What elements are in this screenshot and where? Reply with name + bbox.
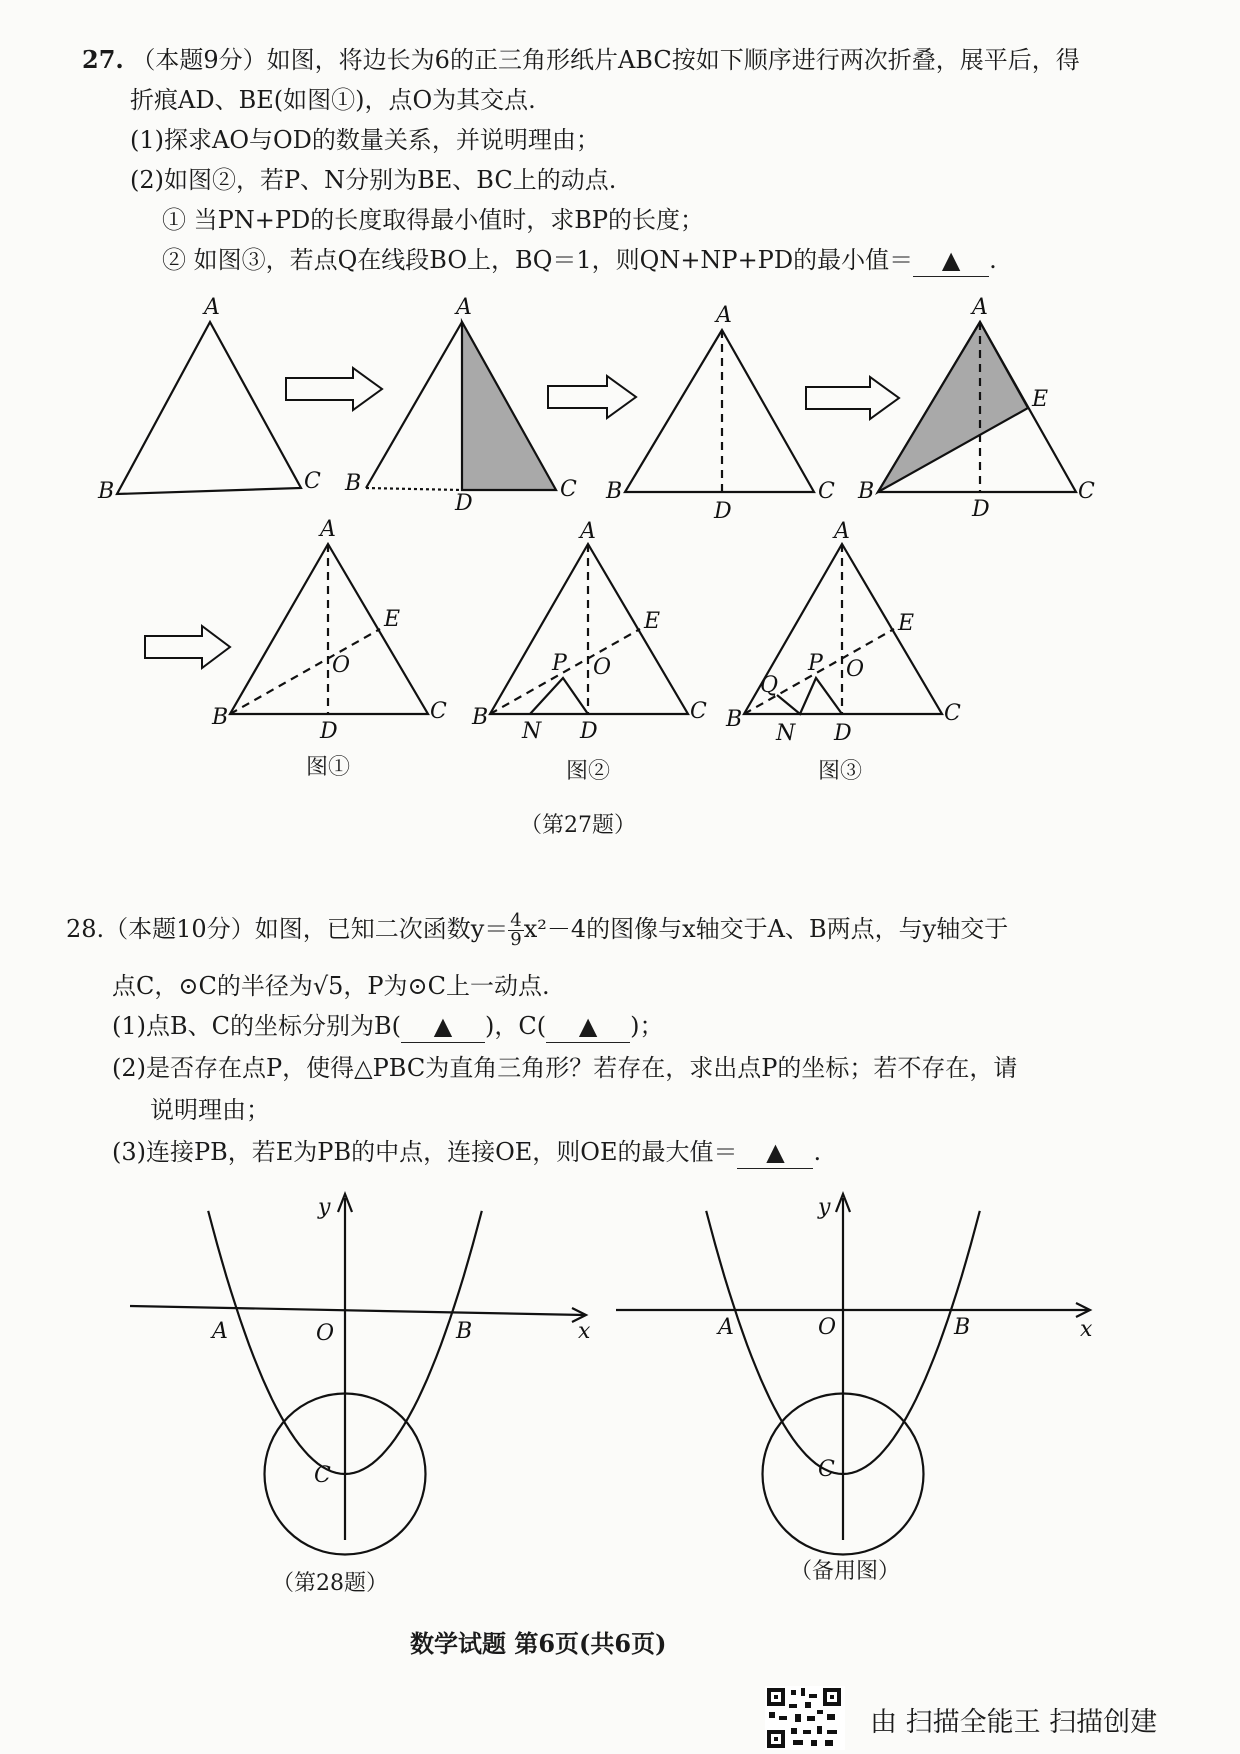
label-b-f1: B (212, 705, 229, 730)
label-y-spare: y (818, 1195, 831, 1220)
figure-1-be (230, 629, 380, 714)
label-c-f3: C (944, 701, 961, 726)
triangle-step-2-left (366, 322, 462, 488)
label-e-f3: E (898, 611, 915, 636)
q28-blank-oe: ▲ (737, 1136, 813, 1169)
label-b-f3: B (726, 707, 743, 732)
q28-part3-end: . (813, 1138, 822, 1166)
label-c-2: C (560, 477, 577, 502)
triangle-step-1 (117, 322, 301, 494)
label-d-f1: D (320, 719, 338, 744)
q28-part3 (112, 1136, 821, 1169)
label-e-f2: E (644, 609, 661, 634)
q28-stem-end: x²－4的图像与x轴交于A、B两点，与y轴交于 (523, 915, 1009, 943)
q28-line1 (66, 912, 1008, 949)
fig3-caption: 图③ (818, 759, 863, 784)
label-a-f2: A (580, 519, 596, 544)
fig1-caption: 图① (306, 755, 351, 780)
q27-answer-blank: ▲ (913, 244, 989, 277)
triangle-step-2-base (366, 488, 462, 490)
label-b-spare: B (954, 1315, 971, 1340)
label-x-spare: x (1080, 1317, 1093, 1342)
label-b-2: B (345, 471, 362, 496)
spare-caption: （备用图） (790, 1559, 901, 1584)
q28-part1-b: )，C( (485, 1012, 547, 1040)
label-d-2: D (455, 491, 473, 516)
arrow-3 (806, 377, 899, 419)
q27-part1: (1)探求AO与OD的数量关系，并说明理由； (130, 126, 600, 154)
label-p-f2: P (552, 651, 567, 676)
qr-code-icon (765, 1686, 845, 1750)
label-a-2: A (456, 295, 472, 320)
label-b-3: B (606, 479, 623, 504)
label-c-3: C (818, 479, 835, 504)
q28-stem-start: 28.（本题10分）如图，已知二次函数y＝ (66, 915, 509, 943)
q27-stem-1: （本题9分）如图，将边长为6的正三角形纸片ABC按如下顺序进行两次折叠，展平后，得 (131, 46, 1080, 74)
label-b-1: B (98, 479, 115, 504)
label-c-spare: C (818, 1457, 835, 1482)
page-footer: 数学试题 第6页(共6页) (410, 1629, 667, 1658)
q28-stem-2: 点C，⊙C的半径为√5，P为⊙C上一动点. (112, 972, 550, 1000)
label-o-spare: O (818, 1315, 837, 1340)
fig2-caption: 图② (566, 759, 611, 784)
folded-piece (878, 322, 1028, 492)
label-a-spare: A (718, 1315, 734, 1340)
x-axis-main (130, 1306, 584, 1315)
q28-fraction (508, 912, 523, 949)
label-a-3: A (716, 303, 732, 328)
q27-caption: （第27题） (520, 813, 636, 838)
q28-blank-b: ▲ (401, 1010, 485, 1043)
arrow-2 (548, 376, 636, 418)
label-a-main: A (212, 1319, 228, 1344)
label-o-main: O (316, 1321, 335, 1346)
arrow-4 (145, 626, 230, 668)
q28-blank-c: ▲ (546, 1010, 630, 1043)
label-c-f2: C (690, 699, 707, 724)
label-c-4: C (1078, 479, 1095, 504)
label-a-1: A (204, 295, 220, 320)
label-c-1: C (304, 469, 321, 494)
q28-part3-a: (3)连接PB，若E为PB的中点，连接OE，则OE的最大值＝ (112, 1138, 738, 1166)
label-d-4: D (972, 497, 990, 522)
figure-2-npd (530, 678, 588, 714)
q27-sub1: ① 当PN+PD的长度取得最小值时，求BP的长度； (162, 206, 705, 234)
q28-frac-num: 4 (510, 910, 522, 931)
label-e-f1: E (384, 607, 401, 632)
label-b-4: B (858, 479, 875, 504)
scanner-watermark: 由 扫描全能王 扫描创建 (870, 1707, 1158, 1738)
label-a-f3: A (834, 519, 850, 544)
label-o-f2: O (593, 655, 612, 680)
q28-graphs (0, 1180, 1240, 1620)
label-n-f3: N (776, 721, 796, 746)
label-e-4: E (1032, 387, 1049, 412)
label-o-f3: O (846, 657, 865, 682)
q28-caption: （第28题） (272, 1571, 388, 1596)
q27-figures (0, 0, 1240, 850)
label-p-f3: P (808, 651, 823, 676)
label-n-f2: N (522, 719, 542, 744)
q27-sub2-end: . (989, 246, 997, 274)
figure-3-qnpd (777, 678, 842, 714)
label-c-main: C (314, 1463, 331, 1488)
arrow-1 (286, 368, 382, 410)
triangle-step-3 (625, 330, 814, 492)
q28-part1-c: )； (630, 1012, 664, 1040)
q27-sub2-text: ② 如图③，若点Q在线段BO上，BQ＝1，则QN+NP+PD的最小值＝ (162, 246, 914, 274)
q27-stem-2: 折痕AD、BE(如图①)，点O为其交点. (130, 86, 536, 114)
label-c-f1: C (430, 699, 447, 724)
label-a-f1: A (320, 517, 336, 542)
q28-part2-b: 说明理由； (150, 1096, 270, 1124)
label-d-f2: D (580, 719, 598, 744)
label-x-main: x (578, 1319, 591, 1344)
folded-half (462, 322, 556, 490)
label-q-f3: Q (760, 673, 779, 698)
q28-part1-a: (1)点B、C的坐标分别为B( (112, 1012, 401, 1040)
label-d-f3: D (834, 721, 852, 746)
label-o-f1: O (332, 653, 351, 678)
label-d-3: D (714, 499, 732, 524)
q28-part1 (112, 1010, 663, 1043)
label-a-4: A (972, 295, 988, 320)
label-y-main: y (318, 1195, 331, 1220)
label-b-main: B (456, 1319, 473, 1344)
q28-frac-den: 9 (510, 929, 522, 950)
label-b-f2: B (472, 705, 489, 730)
q27-number: 27. (82, 45, 124, 74)
q28-part2-a: (2)是否存在点P，使得△PBC为直角三角形？若存在，求出点P的坐标；若不存在，请 (112, 1054, 1018, 1082)
q27-part2: (2)如图②，若P、N分别为BE、BC上的动点. (130, 166, 617, 194)
